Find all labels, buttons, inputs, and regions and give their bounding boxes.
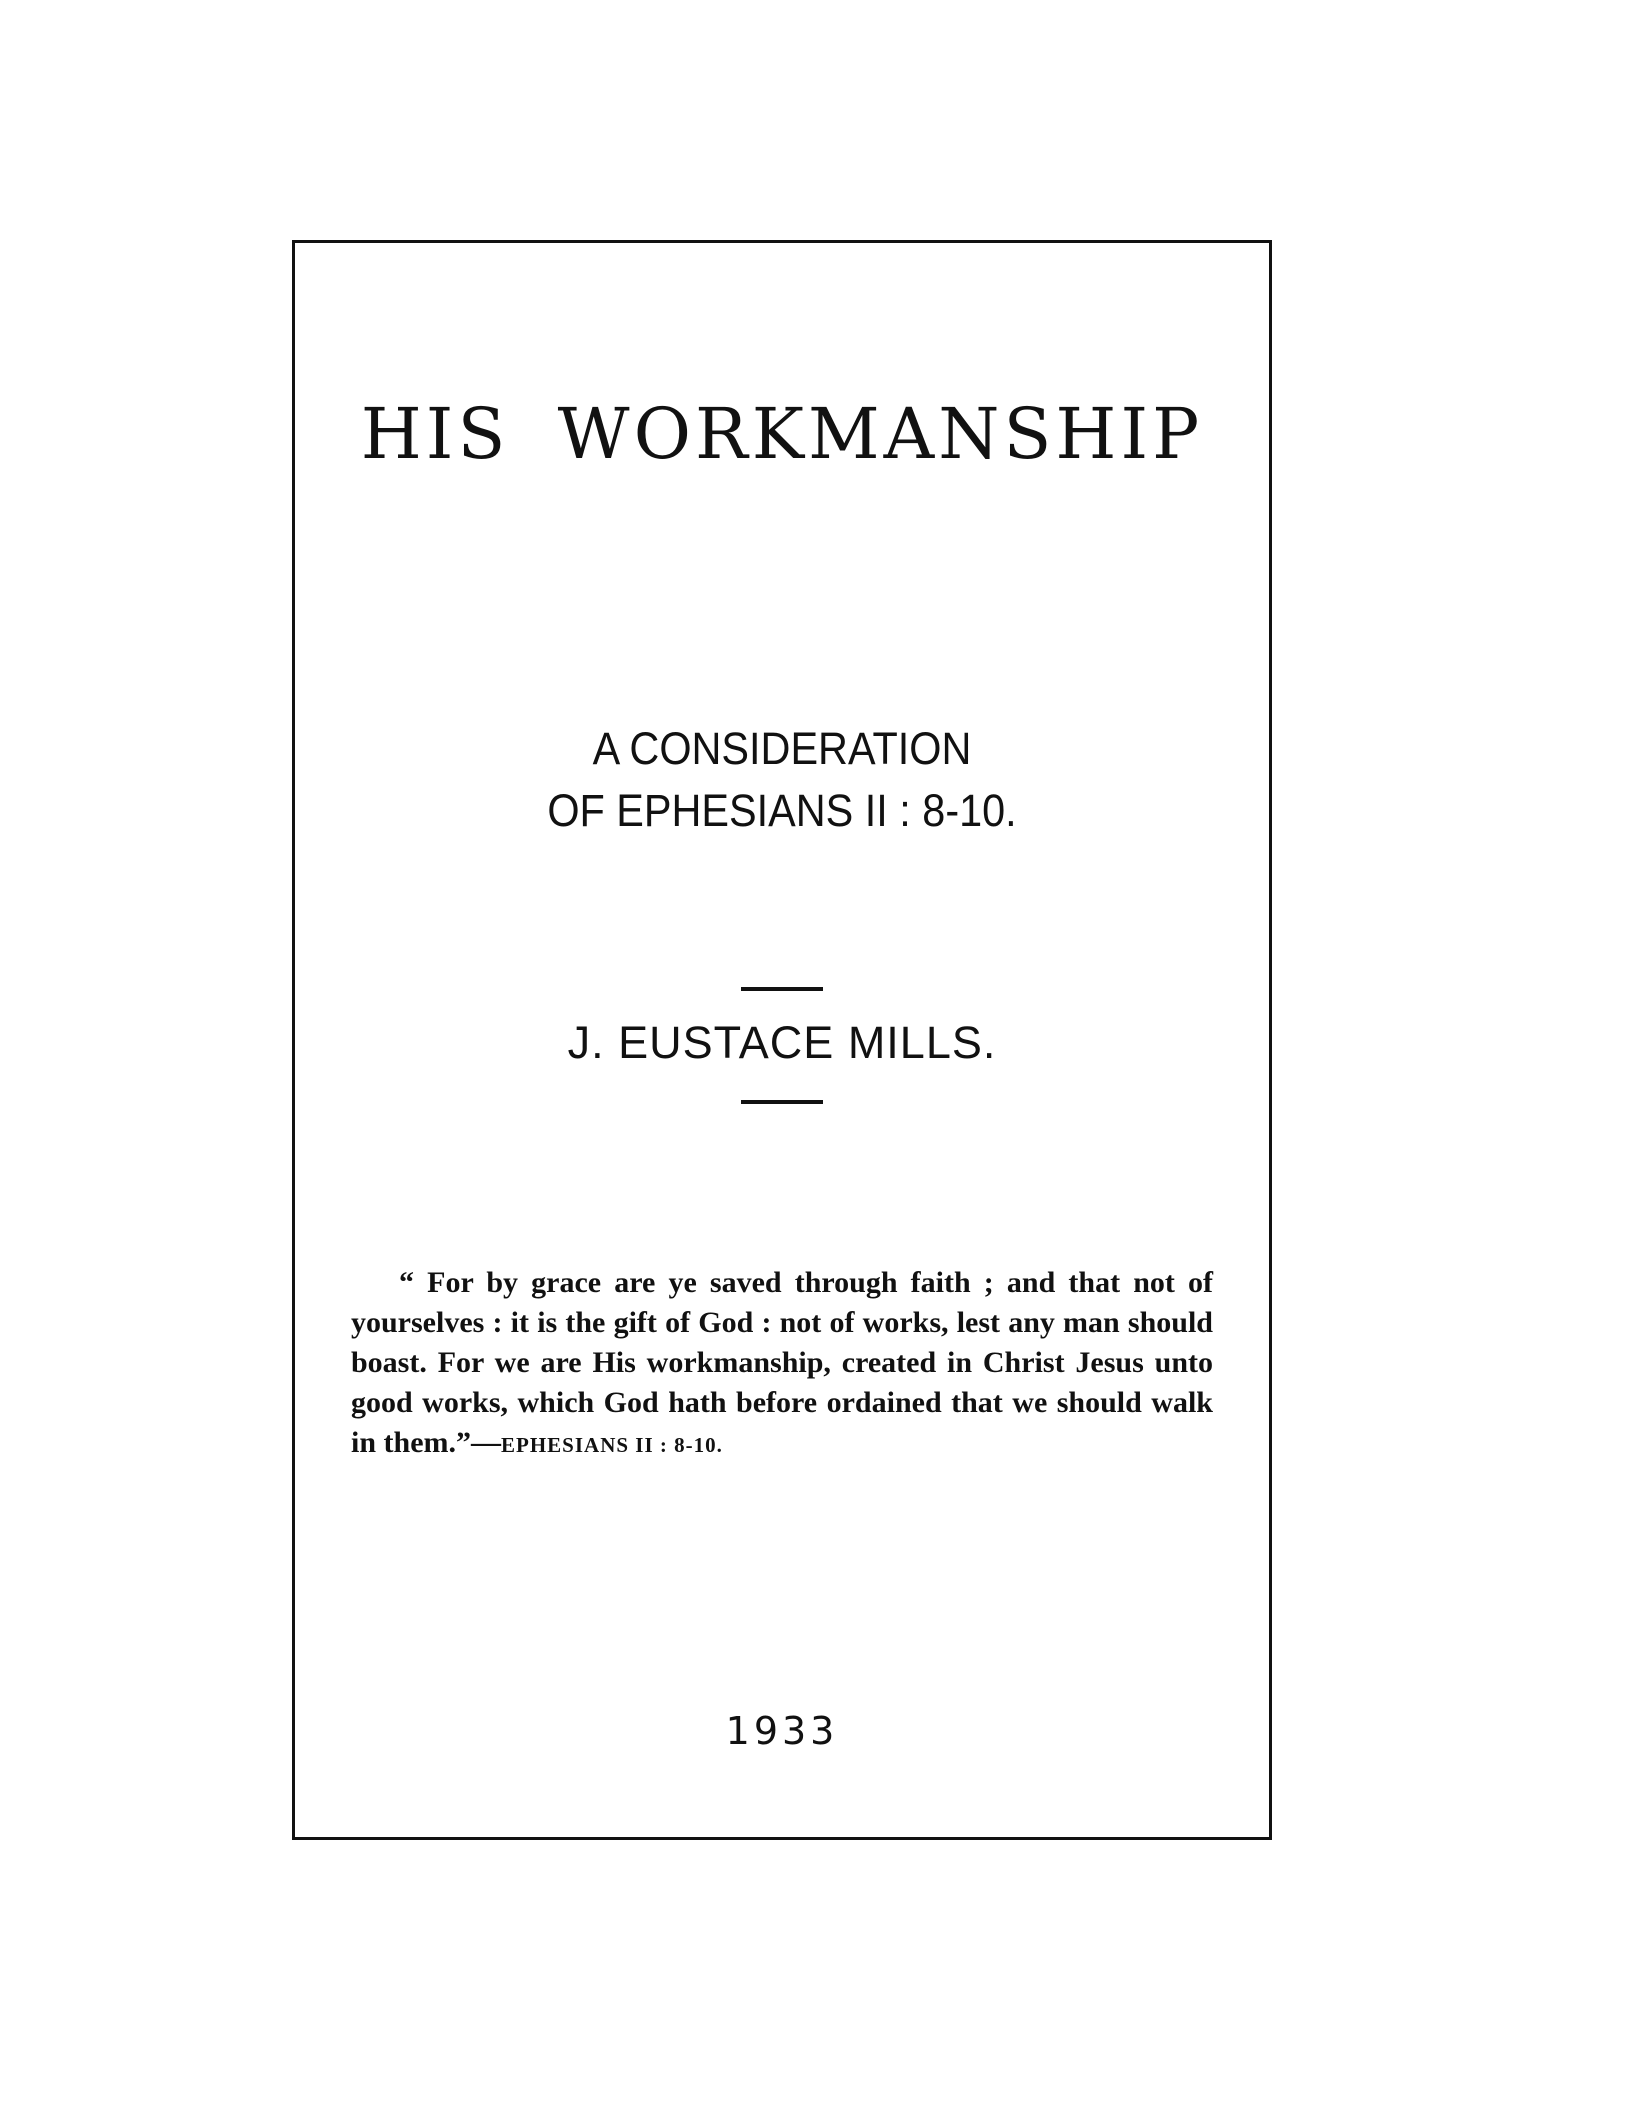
subtitle-line-1: A CONSIDERATION [592, 723, 972, 774]
book-subtitle [334, 718, 1230, 842]
publication-year: 1933 [725, 1709, 839, 1753]
epigraph-text: “ For by grace are ye saved through faith ; and that not of yourselves : it is the gift of God : not of works, lest any man should boast. For we are His workmanship, created in Christ Jesus unto good works, which God hath before ordained that we should walk in them.”— [351, 1266, 1213, 1459]
subtitle-line-2: OF EPHESIANS II : 8-10. [547, 785, 1017, 836]
author-name: J. EUSTACE MILLS. [567, 1017, 997, 1068]
title-page-frame [292, 240, 1272, 1840]
book-title: HIS WORKMANSHIP [360, 393, 1204, 475]
epigraph-reference: EPHESIANS II : 8-10. [501, 1433, 723, 1457]
divider-rule-top [741, 987, 823, 991]
epigraph-quote [351, 1263, 1213, 1465]
divider-rule-bottom [741, 1100, 823, 1104]
